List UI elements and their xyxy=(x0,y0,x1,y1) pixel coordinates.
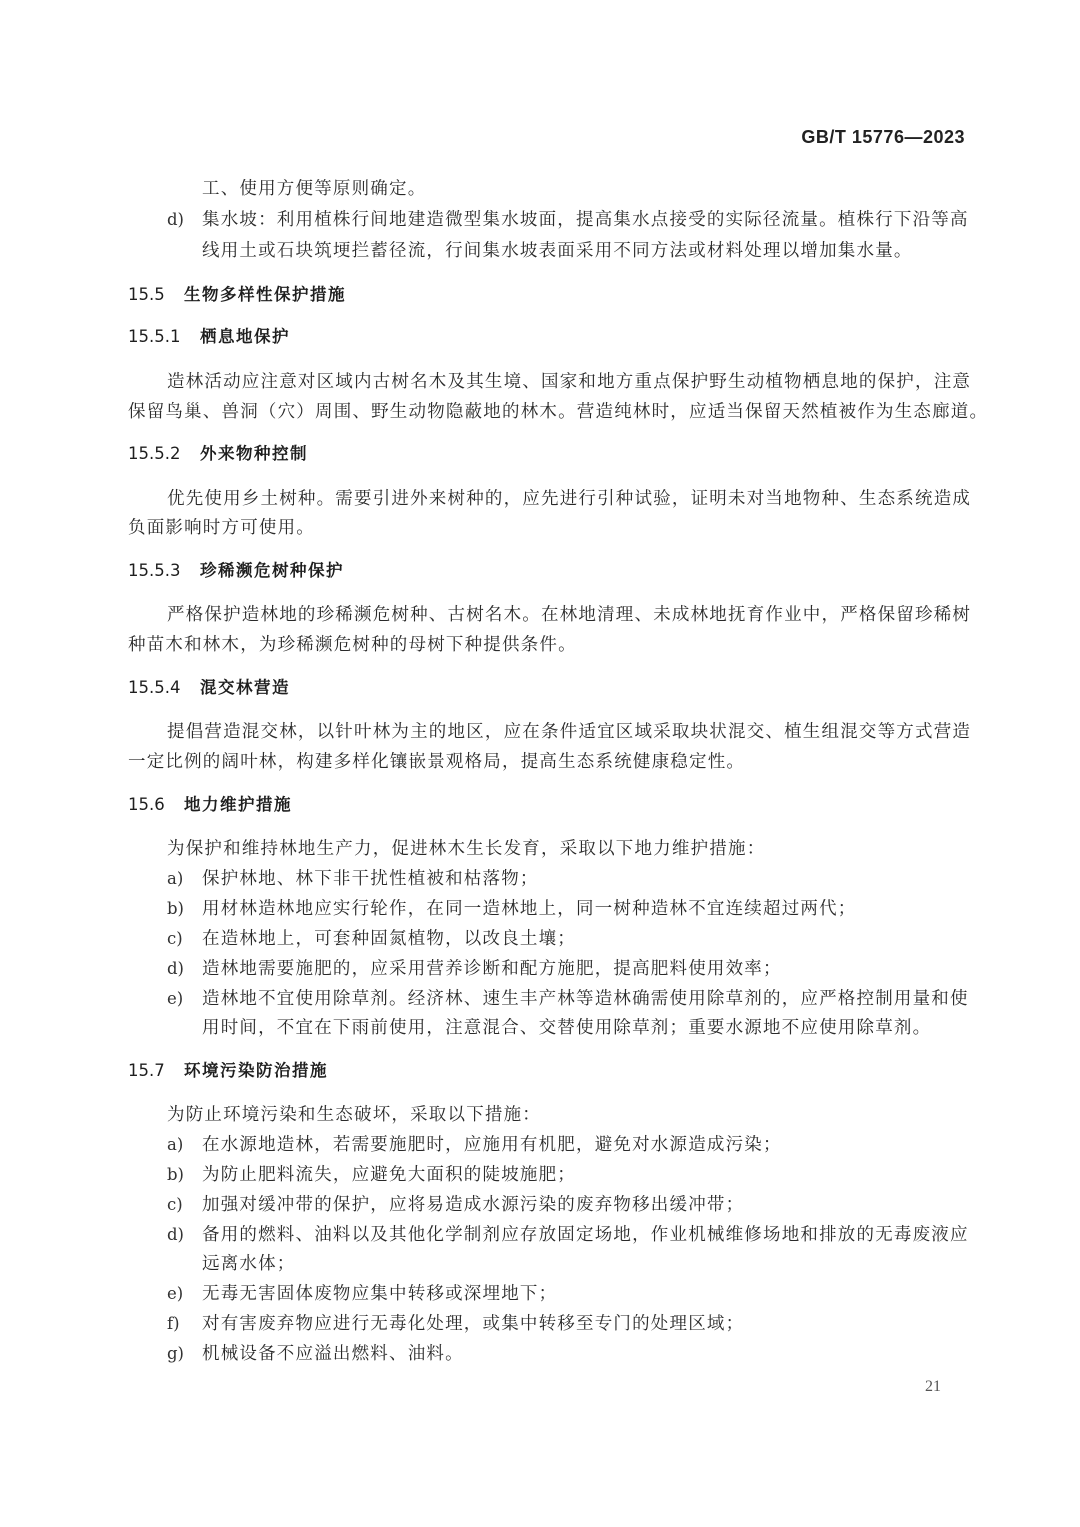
list-marker: a) xyxy=(167,869,184,888)
list-item-text: 远离水体； xyxy=(202,1254,296,1274)
list-item-text: 在水源地造林，若需要施肥时，应施用有机肥，避免对水源造成污染； xyxy=(202,1135,782,1155)
section-title: 混交林营造 xyxy=(200,678,290,697)
list-item-text: 造林地需要施肥的，应采用营养诊断和配方施肥，提高肥料使用效率； xyxy=(202,959,782,979)
list-item-text: 加强对缓冲带的保护，应将易造成水源污染的废弃物移出缓冲带； xyxy=(202,1195,745,1215)
paragraph-line: 为防止环境污染和生态破坏，采取以下措施： xyxy=(167,1105,541,1125)
list-marker: f) xyxy=(167,1314,180,1333)
list-item-text: 在造林地上，可套种固氮植物，以改良土壤； xyxy=(202,929,576,949)
section-title: 地力维护措施 xyxy=(184,795,292,814)
subsection-heading xyxy=(128,560,344,582)
section-title: 外来物种控制 xyxy=(200,444,308,463)
section-title: 生物多样性保护措施 xyxy=(184,285,346,304)
section-number: 15.7 xyxy=(128,1061,165,1080)
list-item-text: 造林地不宜使用除草剂。经济林、速生丰产林等造林确需使用除草剂的，应严格控制用量和使 xyxy=(202,989,969,1009)
list-item-text: 无毒无害固体废物应集中转移或深埋地下； xyxy=(202,1284,558,1304)
section-number: 15.6 xyxy=(128,795,165,814)
paragraph-line: 严格保护造林地的珍稀濒危树种、古树名木。在林地清理、未成林地抚育作业中，严格保留珍稀树 xyxy=(167,605,972,625)
paragraph-line: 造林活动应注意对区域内古树名木及其生境、国家和地方重点保护野生动植物栖息地的保护，注意 xyxy=(167,372,972,392)
section-number: 15.5.1 xyxy=(128,327,181,346)
subsection-heading xyxy=(128,443,308,465)
section-number: 15.5 xyxy=(128,285,165,304)
list-item-text: 为防止肥料流失，应避免大面积的陡坡施肥； xyxy=(202,1165,576,1185)
list-item-text: 线用土或石块筑埂拦蓄径流，行间集水坡表面采用不同方法或材料处理以增加集水量。 xyxy=(202,241,913,261)
list-marker: a) xyxy=(167,1135,184,1154)
subsection-heading xyxy=(128,326,290,348)
subsection-heading xyxy=(128,677,290,699)
list-marker: c) xyxy=(167,1195,183,1214)
list-marker: b) xyxy=(167,1165,184,1184)
section-number: 15.5.3 xyxy=(128,561,181,580)
list-marker: d) xyxy=(167,959,184,978)
list-item-text: 集水坡：利用植株行间地建造微型集水坡面，提高集水点接受的实际径流量。植株行下沿等高 xyxy=(202,210,969,230)
standard-code: GB/T 15776—2023 xyxy=(801,127,965,147)
section-number: 15.5.4 xyxy=(128,678,181,697)
paragraph-line: 保留鸟巢、兽洞（穴）周围、野生动物隐蔽地的林木。营造纯林时，应适当保留天然植被作为生态廊道。 xyxy=(128,402,989,422)
intro-line: 工、使用方便等原则确定。 xyxy=(202,179,427,199)
paragraph-line: 负面影响时方可使用。 xyxy=(128,518,315,538)
section-number: 15.5.2 xyxy=(128,444,181,463)
list-item-text: 用材林造林地应实行轮作，在同一造林地上，同一树种造林不宜连续超过两代； xyxy=(202,899,857,919)
section-title: 栖息地保护 xyxy=(200,327,290,346)
list-marker: d) xyxy=(167,1225,184,1244)
section-title: 环境污染防治措施 xyxy=(184,1061,328,1080)
list-item-text: 保护林地、林下非干扰性植被和枯落物； xyxy=(202,869,539,889)
paragraph-line: 一定比例的阔叶林，构建多样化镶嵌景观格局，提高生态系统健康稳定性。 xyxy=(128,752,746,772)
list-marker: b) xyxy=(167,899,184,918)
section-heading xyxy=(128,284,346,306)
paragraph-line: 提倡营造混交林，以针叶林为主的地区，应在条件适宜区域采取块状混交、植生组混交等方式营造 xyxy=(167,722,972,742)
list-marker: d) xyxy=(167,210,184,229)
list-marker: e) xyxy=(167,989,184,1008)
list-marker: c) xyxy=(167,929,183,948)
section-heading xyxy=(128,1060,328,1082)
paragraph-line: 种苗木和林木，为珍稀濒危树种的母树下种提供条件。 xyxy=(128,635,577,655)
paragraph-line: 为保护和维持林地生产力，促进林木生长发育，采取以下地力维护措施： xyxy=(167,839,766,859)
section-title: 珍稀濒危树种保护 xyxy=(200,561,344,580)
page-number: 21 xyxy=(925,1378,941,1395)
list-item-text: 机械设备不应溢出燃料、油料。 xyxy=(202,1344,464,1364)
list-marker: g) xyxy=(167,1344,184,1363)
paragraph-line: 优先使用乡土树种。需要引进外来树种的，应先进行引种试验，证明未对当地物种、生态系统造成 xyxy=(167,489,972,509)
section-heading xyxy=(128,794,292,816)
list-marker: e) xyxy=(167,1284,184,1303)
list-item-text: 用时间，不宜在下雨前使用，注意混合、交替使用除草剂；重要水源地不应使用除草剂。 xyxy=(202,1018,932,1038)
list-item-text: 备用的燃料、油料以及其他化学制剂应存放固定场地，作业机械维修场地和排放的无毒废液应 xyxy=(202,1225,969,1245)
list-item-text: 对有害废弃物应进行无毒化处理，或集中转移至专门的处理区域； xyxy=(202,1314,745,1334)
